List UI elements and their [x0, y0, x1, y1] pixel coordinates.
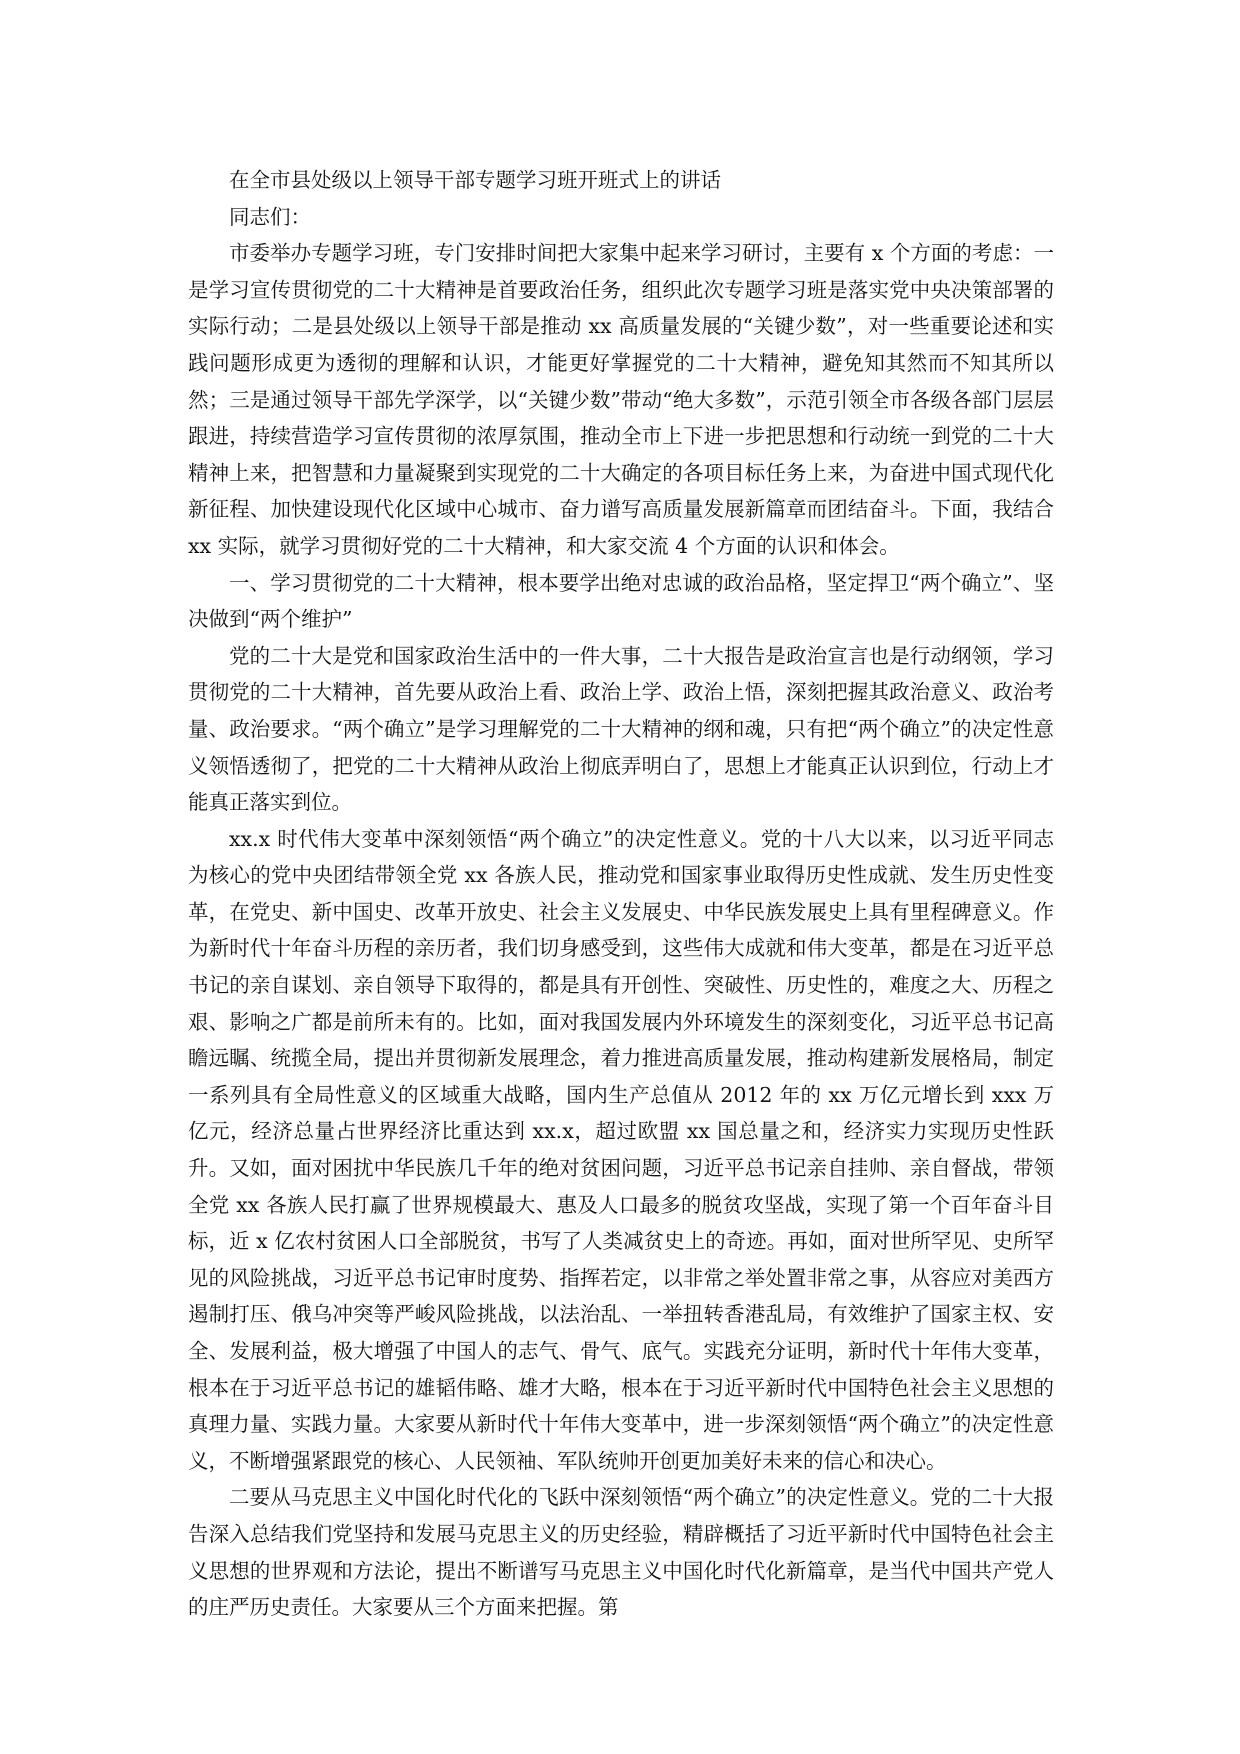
document-title: 在全市县处级以上领导干部专题学习班开班式上的讲话	[229, 168, 721, 192]
paragraph-section-1-point-2: 二要从马克思主义中国化时代化的飞跃中深刻领悟“两个确立”的决定性意义。党的二十大报告深入总结我们党坚持和发展马克思主义的历史经验，精辟概括了习近平新时代中国特色社会主义思想的世界观和方法论，提出不断谱写马克思主义中国化时代化新篇章，是当代中国共产党人的庄严历史责任。大家要从三个方面来把握。第	[188, 1485, 1054, 1620]
paragraph-section-1-point-1: xx.x 时代伟大变革中深刻领悟“两个确立”的决定性意义。党的十八大以来，以习近平同志为核心的党中央团结带领全党 xx 各族人民，推动党和国家事业取得历史性成就、发生历史性变革，在党史、新中国史、改革开放史、社会主义发展史、中华民族发展史上具有里程碑意义。作为新时代十年奋斗历程的亲历者，我们切身感受到，这些伟大成就和伟大变革，都是在习近平总书记的亲自谋划、亲自领导下取得的，都是具有开创性、突破性、历史性的，难度之大、历程之艰、影响之广都是前所未有的。比如，面对我国发展内外环境发生的深刻变化，习近平总书记高瞻远瞩、统揽全局，提出并贯彻新发展理念，着力推进高质量发展，推动构建新发展格局，制定一系列具有全局性意义的区域重大战略，国内生产总值从 2012 年的 xx 万亿元增长到 xxx 万亿元，经济总量占世界经济比重达到 xx.x，超过欧盟 xx 国总量之和，经济实力实现历史性跃升。又如，面对困扰中华民族几千年的绝对贫困问题，习近平总书记亲自挂帅、亲自督战，带领全党 xx 各族人民打赢了世界规模最大、惠及人口最多的脱贫攻坚战，实现了第一个百年奋斗目标，近 x 亿农村贫困人口全部脱贫，书写了人类减贫史上的奇迹。再如，面对世所罕见、史所罕见的风险挑战，习近平总书记审时度势、指挥若定，以非常之举处置非常之事，从容应对美西方遏制打压、俄乌冲突等严峻风险挑战，以法治乱、一举扭转香港乱局，有效维护了国家主权、安全、发展利益，极大增强了中国人的志气、骨气、底气。实践充分证明，新时代十年伟大变革，根本在于习近平总书记的雄韬伟略、雄才大略，根本在于习近平新时代中国特色社会主义思想的真理力量、实践力量。大家要从新时代十年伟大变革中，进一步深刻领悟“两个确立”的决定性意义，不断增强紧跟党的核心、人民领袖、军队统帅开创更加美好未来的信心和决心。	[188, 826, 1054, 1473]
paragraph-intro: 市委举办专题学习班，专门安排时间把大家集中起来学习研讨，主要有 x 个方面的考虑：一是学习宣传贯彻党的二十大精神是首要政治任务，组织此次专题学习班是落实党中央决策部署的实际行动；二是县处级以上领导干部是推动 xx 高质量发展的“关键少数”，对一些重要论述和实践问题形成更为透彻的理解和认识，才能更好掌握党的二十大精神，避免知其然而不知其所以然；三是通过领导干部先学深学，以“关键少数”带动“绝大多数”，示范引领全市各级各部门层层跟进，持续营造学习宣传贯彻的浓厚氛围，推动全市上下进一步把思想和行动统一到党的二十大精神上来，把智慧和力量凝聚到实现党的二十大确定的各项目标任务上来，为奋进中国式现代化新征程、加快建设现代化区域中心城市、奋力谱写高质量发展新篇章而团结奋斗。下面，我结合 xx 实际，就学习贯彻好党的二十大精神，和大家交流 4 个方面的认识和体会。	[188, 241, 1054, 558]
paragraph-section-1-intro: 党的二十大是党和国家政治生活中的一件大事，二十大报告是政治宣言也是行动纲领，学习贯彻党的二十大精神，首先要从政治上看、政治上学、政治上悟，深刻把握其政治意义、政治考量、政治要求。“两个确立”是学习理解党的二十大精神的纲和魂，只有把“两个确立”的决定性意义领悟透彻了，把党的二十大精神从政治上彻底弄明白了，思想上才能真正认识到位，行动上才能真正落实到位。	[188, 643, 1054, 815]
salutation: 同志们：	[229, 204, 311, 229]
section-heading-1: 一、学习贯彻党的二十大精神，根本要学出绝对忠诚的政治品格，坚定捍卫“两个确立”、坚决做到“两个维护”	[188, 570, 1054, 632]
document-page	[188, 162, 1054, 1626]
